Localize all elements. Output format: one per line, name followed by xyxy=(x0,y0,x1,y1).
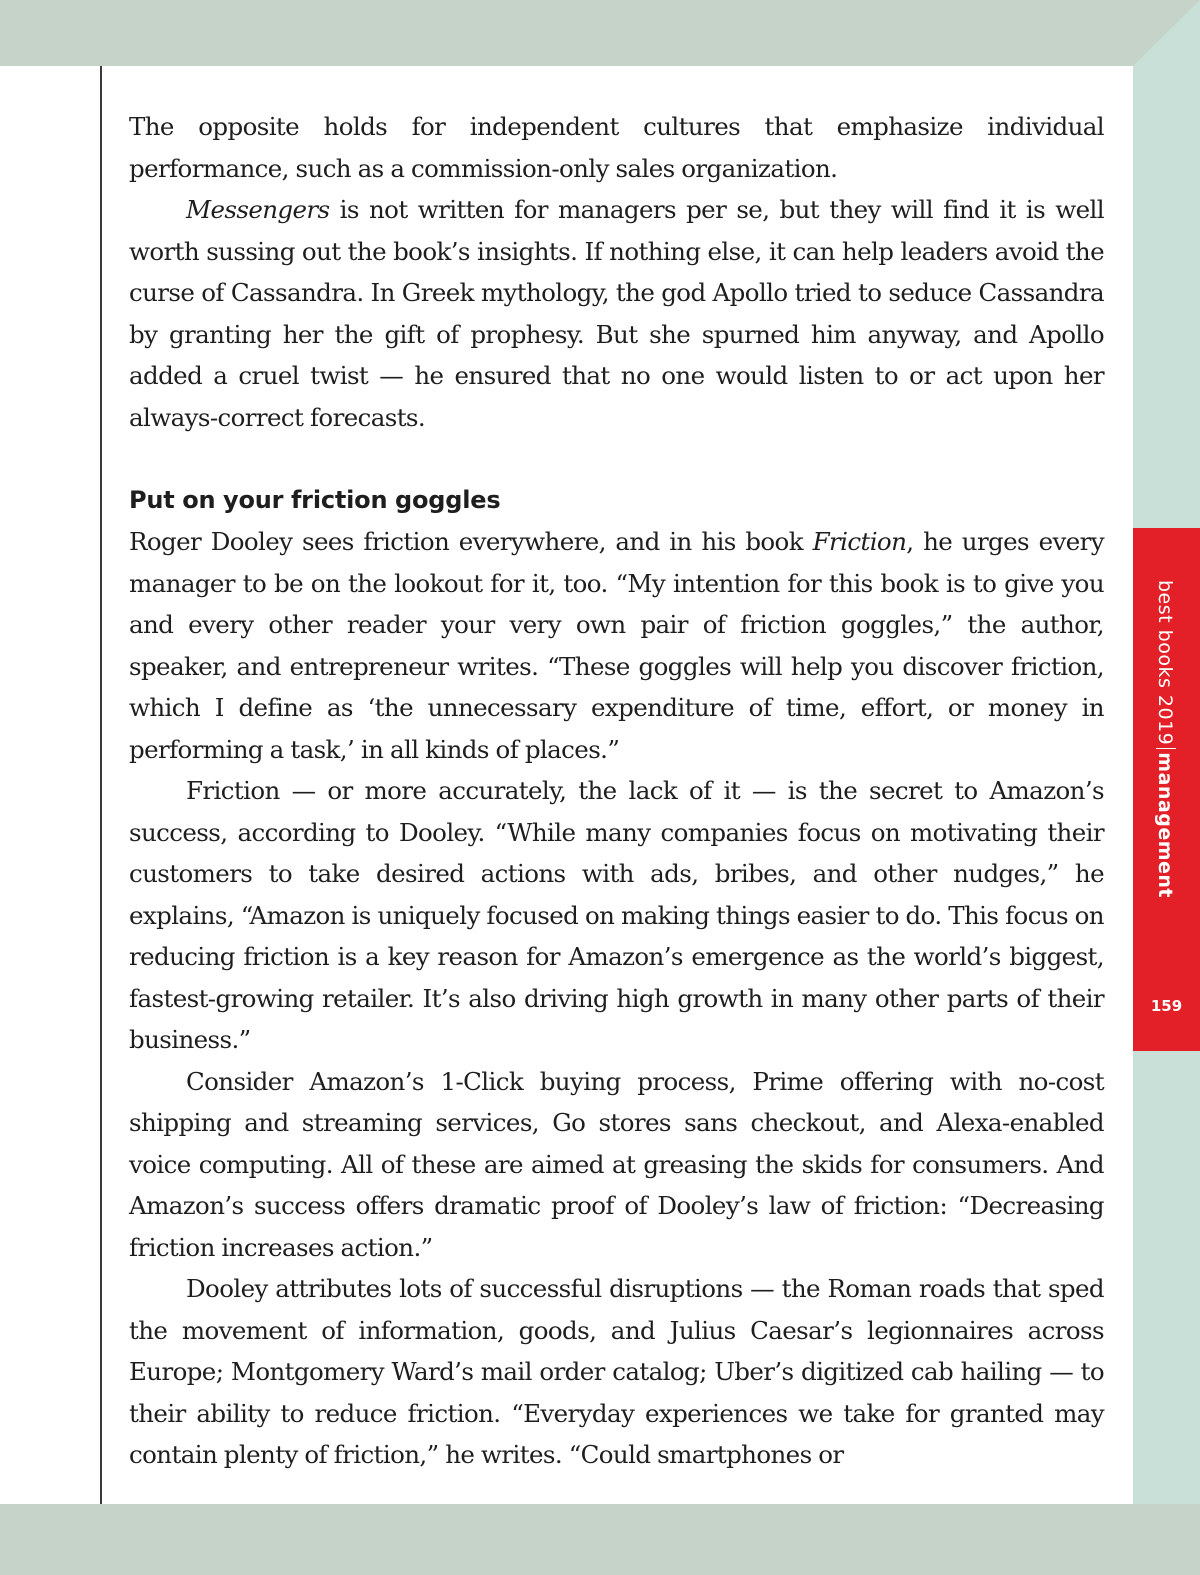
section-tab-label xyxy=(1154,580,1176,898)
paragraph-2 xyxy=(129,189,1104,438)
paragraph-6: Dooley attributes lots of successful disruptions — the Roman roads that sped the movement of information, goods, and Julius Caesar’s legionnaires across Europe; Montgomery Ward’s mail order catalog; Uber’s digitized cab hailing — to their ability to reduce friction. “Everyday experiences we take for granted may contain plenty of friction,” he writes. “Could smartphones or xyxy=(129,1274,1104,1469)
article-body xyxy=(129,106,1104,1476)
section-gap xyxy=(129,438,1104,480)
paragraph-4: Friction — or more accurately, the lack of it — is the secret to Amazon’s success, according to Dooley. “While many companies focus on motivating their customers to take desired actions with ads, bribes, and other nudges,” he explains, “Amazon is uniquely focused on making things easier to do. This focus on reducing friction is a key reason for Amazon’s emergence as the world’s biggest, fastest-growing retailer. It’s also driving high growth in many other parts of their business.” xyxy=(129,776,1104,1054)
section-label-category: management xyxy=(1154,752,1176,898)
bottom-right-corner-cut xyxy=(1133,1504,1200,1575)
bottom-band xyxy=(0,1504,1200,1575)
paragraph-1: The opposite holds for independent cultures that emphasize individual performance, such as a commission-only sales organization. xyxy=(129,112,1104,183)
section-label-separator xyxy=(1156,748,1176,749)
top-right-corner-cut xyxy=(1133,0,1200,66)
paragraph-3-start: Roger Dooley sees friction everywhere, and in his book xyxy=(129,527,813,556)
left-margin-rule xyxy=(100,66,102,1504)
paragraph-5: Consider Amazon’s 1-Click buying process, Prime offering with no-cost shipping and streaming services, Go stores sans checkout, and Alexa-enabled voice computing. All of these are aimed at greasing the skids for consumers. And Amazon’s success offers dramatic proof of Dooley’s law of friction: “Decreasing friction increases action.” xyxy=(129,1066,1104,1262)
page-number: 159 xyxy=(1150,997,1183,1015)
paragraph-2-text: is not written for managers per se, but they will find it is well worth sussing out the book’s insights. If nothing else, it can help leaders avoid the curse of Cassandra. In Greek mythology, the god Apollo tried to seduce Cassandra by granting her the gift of prophesy. But she spurned him anyway, and Apollo added a cruel twist — he ensured that no one would listen to or act upon her always-correct forecasts. xyxy=(129,195,1104,432)
book-title-friction: Friction xyxy=(812,527,907,556)
top-band xyxy=(0,0,1200,66)
book-title-messengers: Messengers xyxy=(186,195,330,224)
section-label-series: best books 2019 xyxy=(1154,580,1176,746)
paragraph-3-text: , he urges every manager to be on the lookout for it, too. “My intention for this book is to give you and every other reader your very own pair of friction goggles,” the author, speaker, and entrepreneur writes. “These goggles will help you discover friction, which I define as ‘the unnecessary expenditure of time, effort, or money in performing a task,’ in all kinds of places.” xyxy=(129,527,1105,764)
section-heading: Put on your friction goggles xyxy=(129,485,501,514)
paragraph-3 xyxy=(129,521,1104,770)
